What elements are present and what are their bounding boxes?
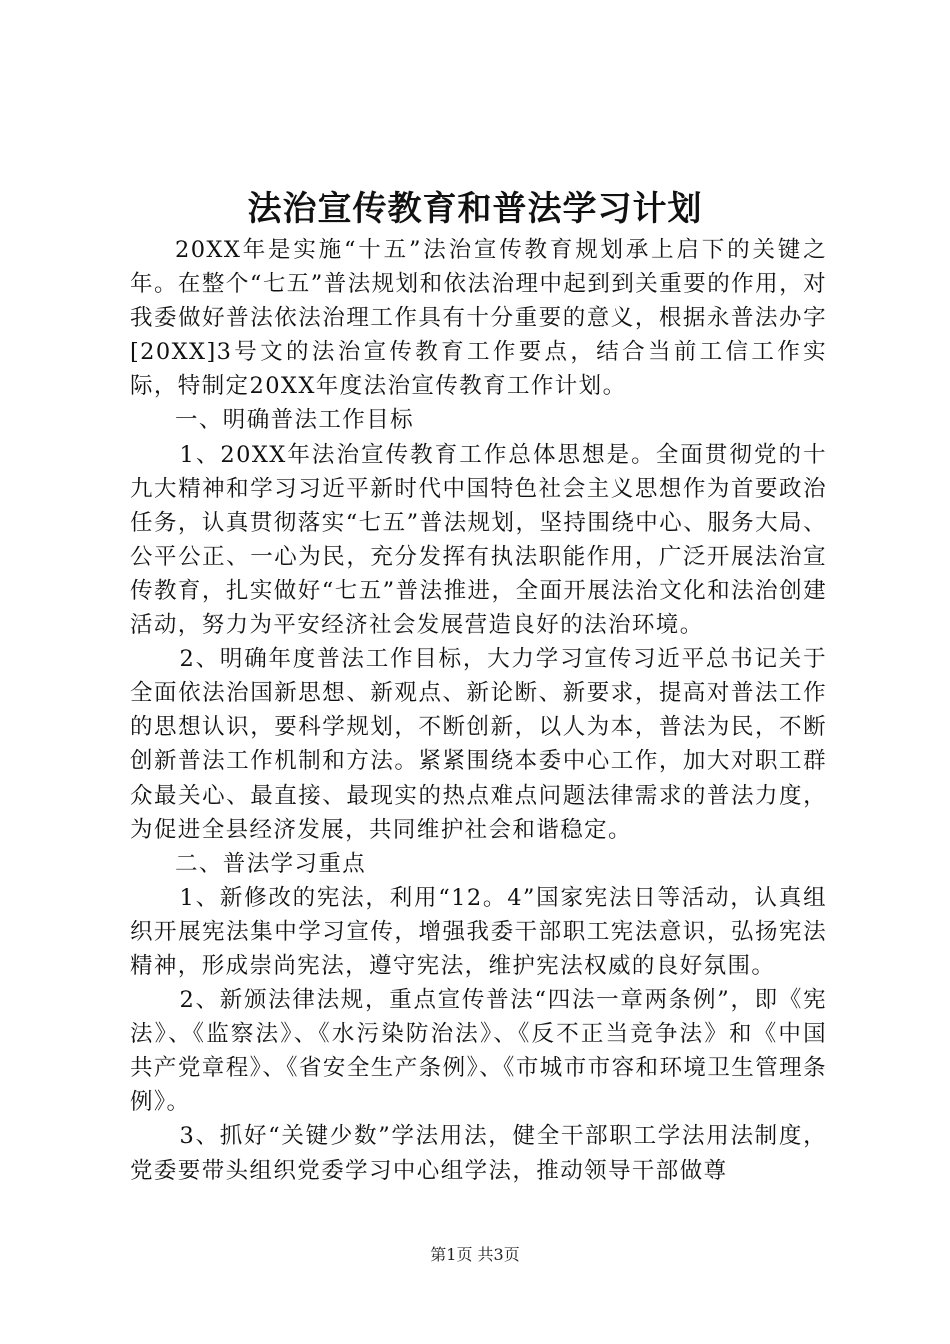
section-heading-focus: 二、普法学习重点 [175,850,367,877]
page-title: 法治宣传教育和普法学习计划 [247,189,703,229]
goals-item-2: 2、明确年度普法工作目标，大力学习宣传习近平总书记关于全面依法治国新思想、新观点、新论断、新要求，提高对普法工作的思想认识，要科学规划，不断创新，以人为本，普法为民，不断创新普法工作机制和方法。紧紧围绕本委中心工作，加大对职工群众最关心、最直接、最现实的热点难点问题法律需求的普法力度，为促进全县经济发展，共同维护社会和谐稳定。 [130,646,827,843]
focus-item-2: 2、新颁法律法规，重点宣传普法“四法一章两条例”，即《宪法》、《监察法》、《水污染防治法》、《反不正当竞争法》和《中国共产党章程》、《省安全生产条例》、《市城市市容和环境卫生管理条例》。 [130,987,827,1116]
intro-paragraph: 20XX年是实施“十五”法治宣传教育规划承上启下的关键之年。在整个“七五”普法规划和依法治理中起到到关重要的作用，对我委做好普法依法治理工作具有十分重要的意义，根据永普法办字[20XX]3号文的法治宣传教育工作要点，结合当前工信工作实际，特制定20XX年度法治宣传教育工作计划。 [130,237,827,400]
focus-item-3: 3、抓好“关键少数”学法用法，健全干部职工学法用法制度，党委要带头组织党委学习中心组学法，推动领导干部做尊 [130,1123,827,1184]
focus-item-1: 1、新修改的宪法，利用“12。4”国家宪法日等活动，认真组织开展宪法集中学习宣传，增强我委干部职工宪法意识，弘扬宪法精神，形成崇尚宪法，遵守宪法，维护宪法权威的良好氛围。 [130,884,827,979]
section-heading-goals: 一、明确普法工作目标 [175,407,415,434]
page-number-footer: 第1页 共3页 [430,1245,520,1264]
goals-item-1: 1、20XX年法治宣传教育工作总体思想是。全面贯彻党的十九大精神和学习习近平新时代中国特色社会主义思想作为首要政治任务，认真贯彻落实“七五”普法规划，坚持围绕中心、服务大局、公平公正、一心为民，充分发挥有执法职能作用，广泛开展法治宣传教育，扎实做好“七五”普法推进，全面开展法治文化和法治创建活动，努力为平安经济社会发展营造良好的法治环境。 [130,441,827,639]
document-body [130,233,827,1188]
